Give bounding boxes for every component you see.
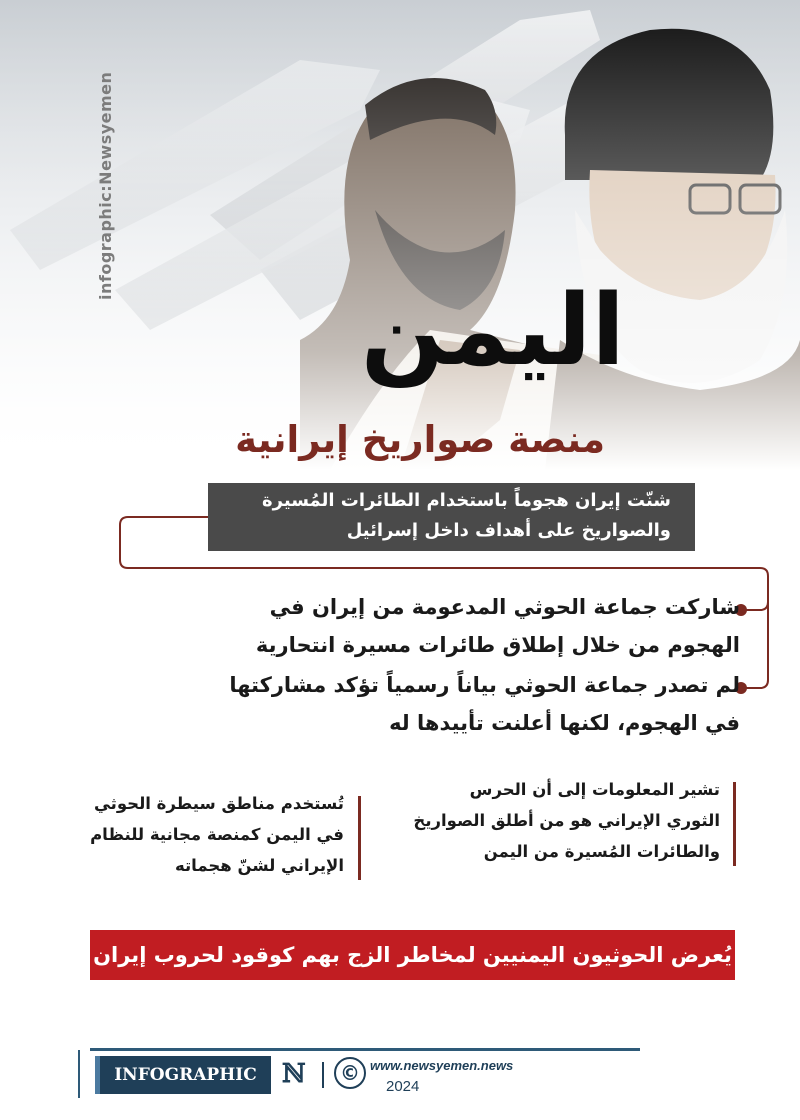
copyright-icon: © (334, 1057, 366, 1089)
footer-side-line (78, 1050, 80, 1098)
website-link[interactable]: www.newsyemen.news (370, 1058, 514, 1073)
column-right-line-2: الثوري الإيراني هو من أطلق الصواريخ (413, 811, 720, 830)
page-subtitle: منصة صواريخ إيرانية (235, 418, 605, 461)
footer-separator (322, 1062, 324, 1088)
bullet-1-line-1: شاركت جماعة الحوثي المدعومة من إيران في (269, 595, 740, 619)
hero-image (0, 0, 800, 470)
infographic-badge: INFOGRAPHIC (95, 1056, 271, 1094)
bullet-1-line-2: الهجوم من خلال إطلاق طائرات مسيرة انتحارية (255, 633, 740, 657)
column-left-line-2: في اليمن كمنصة مجانية للنظام (90, 825, 344, 844)
image-credit: infographic:Newsyemen (96, 71, 115, 300)
column-left-line-1: تُستخدم مناطق سيطرة الحوثي (93, 794, 344, 813)
intro-box (208, 483, 695, 551)
intro-line-2: والصواريخ على أهداف داخل إسرائيل (346, 520, 671, 541)
footer-divider (90, 1048, 640, 1051)
bullet-2-line-1: لم تصدر جماعة الحوثي بياناً رسمياً تؤكد مشاركتها (229, 673, 740, 697)
bullet-2-line-2: في الهجوم، لكنها أعلنت تأييدها له (389, 711, 740, 735)
newsyemen-logo-icon: ℕ (282, 1059, 306, 1089)
column-right-line-3: والطائرات المُسيرة من اليمن (483, 842, 720, 861)
column-right-bar (733, 782, 736, 866)
column-right-line-1: تشير المعلومات إلى أن الحرس (469, 780, 720, 799)
bullet-item-2 (229, 666, 740, 742)
column-right (413, 774, 720, 867)
column-left-line-3: الإيراني لشنّ هجماته (174, 856, 344, 875)
page-title: اليمن (360, 274, 625, 388)
column-left (90, 788, 344, 881)
bullet-item-1 (256, 588, 740, 664)
warning-banner: يُعرض الحوثيون اليمنيين لمخاطر الزج بهم كوقود لحروب إيران (90, 930, 735, 980)
footer-year: 2024 (386, 1078, 420, 1095)
column-left-bar (358, 796, 361, 880)
intro-line-1: شنّت إيران هجوماً باستخدام الطائرات المُسيرة (262, 490, 671, 511)
hero-illustration (0, 0, 800, 470)
